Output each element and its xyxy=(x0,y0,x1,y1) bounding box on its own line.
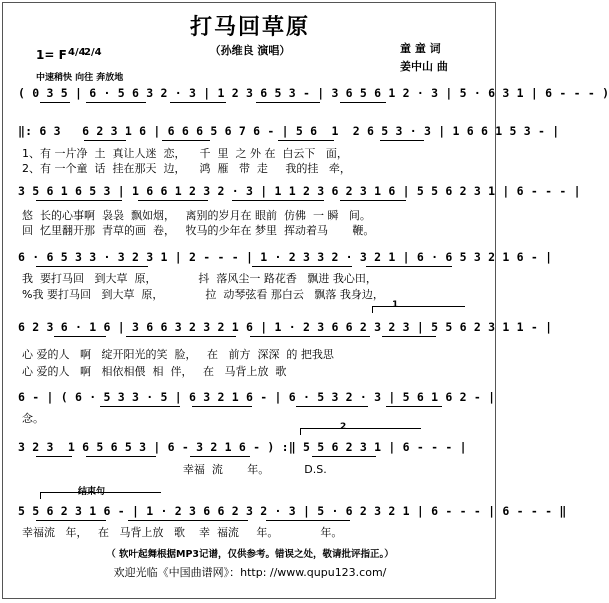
volta-bracket-2 xyxy=(300,428,421,435)
site-footer: 欢迎光临《中国曲谱网》：http: //www.qupu123.com/ xyxy=(113,566,387,579)
lyricist-credit: 童 童 词 xyxy=(400,42,441,55)
lyric-line: 悠 长的心事啊 袅袅 飘如烟， 离别的岁月在 眼前 仿佛 一 瞬 间。 xyxy=(22,209,371,222)
beam-line xyxy=(232,200,324,201)
lyric-line: 念。 xyxy=(22,412,44,425)
notation-line: ( 0 3 5 | 6 · 5 6 3 2 · 3 | 1 2 3 6 5 3 - | 3 6 5 6 1 2 · 3 | 5 · 6 3 1 | 6 - - - ) xyxy=(18,86,609,100)
song-title: 打马回草原 xyxy=(189,15,310,40)
beam-line xyxy=(266,520,350,521)
volta-1-label: 1 xyxy=(392,300,399,310)
beam-line xyxy=(162,140,210,141)
composer-credit: 姜中山 曲 xyxy=(400,60,448,73)
beam-line xyxy=(54,336,106,337)
beam-line xyxy=(382,336,436,337)
beam-line xyxy=(128,520,248,521)
tempo-marking: 中速稍快 向往 奔放地 xyxy=(36,73,124,83)
beam-line xyxy=(86,102,146,103)
performer-subtitle: （孙维良 演唱） xyxy=(209,44,291,57)
lyric-line: 幸福流 年， 在 马背上放 歌 幸 福流 年。 年。 xyxy=(22,526,343,539)
beam-line xyxy=(340,200,406,201)
disclaimer-note: （ 软叶起舞根据MP3记谱，仅供参考。错误之处，敬请批评指正。） xyxy=(106,549,394,560)
lyric-line: 心 爱的人 啊 相依相偎 相 伴， 在 马背上放 歌 xyxy=(22,365,287,378)
volta-2-label: 2 xyxy=(340,422,347,432)
coda-label: 结束句 xyxy=(78,487,106,497)
beam-line xyxy=(252,266,352,267)
beam-line xyxy=(278,140,334,141)
beam-line xyxy=(36,520,106,521)
beam-line xyxy=(138,200,208,201)
lyric-line: 1、有 一片净 土 真让人迷 恋， 千 里 之 外 在 白云下 面， xyxy=(22,147,348,160)
beam-line xyxy=(366,266,452,267)
key-signature: 1= F xyxy=(36,48,67,62)
beam-line xyxy=(190,456,250,457)
beam-line xyxy=(256,102,320,103)
notation-line: 6 2 3 6 · 1 6 | 3 6 6 3 2 3 2 1 6 | 1 · 2 3 6 6 2 3 2 3 | 5 5 6 2 3 1 1 - | xyxy=(18,320,553,334)
beam-line xyxy=(36,456,72,457)
beam-line xyxy=(296,406,368,407)
notation-line: 6 - | ( 6 · 5 3 3 · 5 | 6 3 2 1 6 - | 6 · 5 3 2 · 3 | 5 6 1 6 2 - | xyxy=(18,390,496,404)
notation-line: 3 5 6 1 6 5 3 | 1 6 6 1 2 3 2 · 3 | 1 1 2 3 6 2 3 1 6 | 5 5 6 2 3 1 | 6 - - - | xyxy=(18,184,581,198)
lyric-line: 回 忆里翻开那 青草的画 卷， 牧马的少年在 梦里 挥动着马 鞭。 xyxy=(22,224,375,237)
beam-line xyxy=(40,102,70,103)
beam-line xyxy=(380,140,424,141)
time-signature-4-4: 4/4 xyxy=(68,47,86,58)
lyric-line: 2、有 一个童 话 挂在那天 边， 鸿 雁 带 走 我的挂 牵， xyxy=(22,162,351,175)
beam-line xyxy=(84,140,126,141)
beam-line xyxy=(36,200,122,201)
time-signature-2-4: 2/4 xyxy=(84,47,102,58)
volta-bracket-1 xyxy=(372,306,465,313)
notation-line: ‖: 6 3 6 2 3 1 6 | 6 6 6 5 6 7 6 - | 5 6 1 2 6 5 3 · 3 | 1 6 6 1 5 3 - | xyxy=(18,124,560,138)
beam-line xyxy=(170,102,226,103)
lyric-line: 心 爱的人 啊 绽开阳光的笑 脸， 在 前方 深深 的 把我思 xyxy=(22,348,334,361)
notation-line: 6 · 6 5 3 3 · 3 2 3 1 | 2 - - - | 1 · 2 3 3 2 · 3 2 1 | 6 · 6 5 3 2 1 6 - | xyxy=(18,250,553,264)
lyric-line: %我 要打马回 到大草 原， 拉 动琴弦看 那白云 飘落 我身边， xyxy=(22,288,384,301)
beam-line xyxy=(250,336,370,337)
lyric-line: 我 要打马回 到大草 原， 抖 落风尘一 路花香 飘进 我心田， xyxy=(22,272,377,285)
beam-line xyxy=(86,456,156,457)
beam-line xyxy=(312,456,376,457)
beam-line xyxy=(192,406,252,407)
notation-line: 5 5 6 2 3 1 6 - | 1 · 2 3 6 6 2 3 2 · 3 | 5 · 6 2 3 2 1 | 6 - - - | 6 - - - ‖ xyxy=(18,504,567,518)
beam-line xyxy=(386,406,442,407)
notation-line: 3 2 3 1 6 5 6 5 3 | 6 - 3 2 1 6 - ) :‖ 5 5 6 2 3 1 | 6 - - - | xyxy=(18,440,467,454)
beam-line xyxy=(36,266,148,267)
beam-line xyxy=(100,406,180,407)
beam-line xyxy=(126,336,236,337)
beam-line xyxy=(340,102,386,103)
lyric-line: 幸福 流 年。 D.S. xyxy=(22,463,327,476)
